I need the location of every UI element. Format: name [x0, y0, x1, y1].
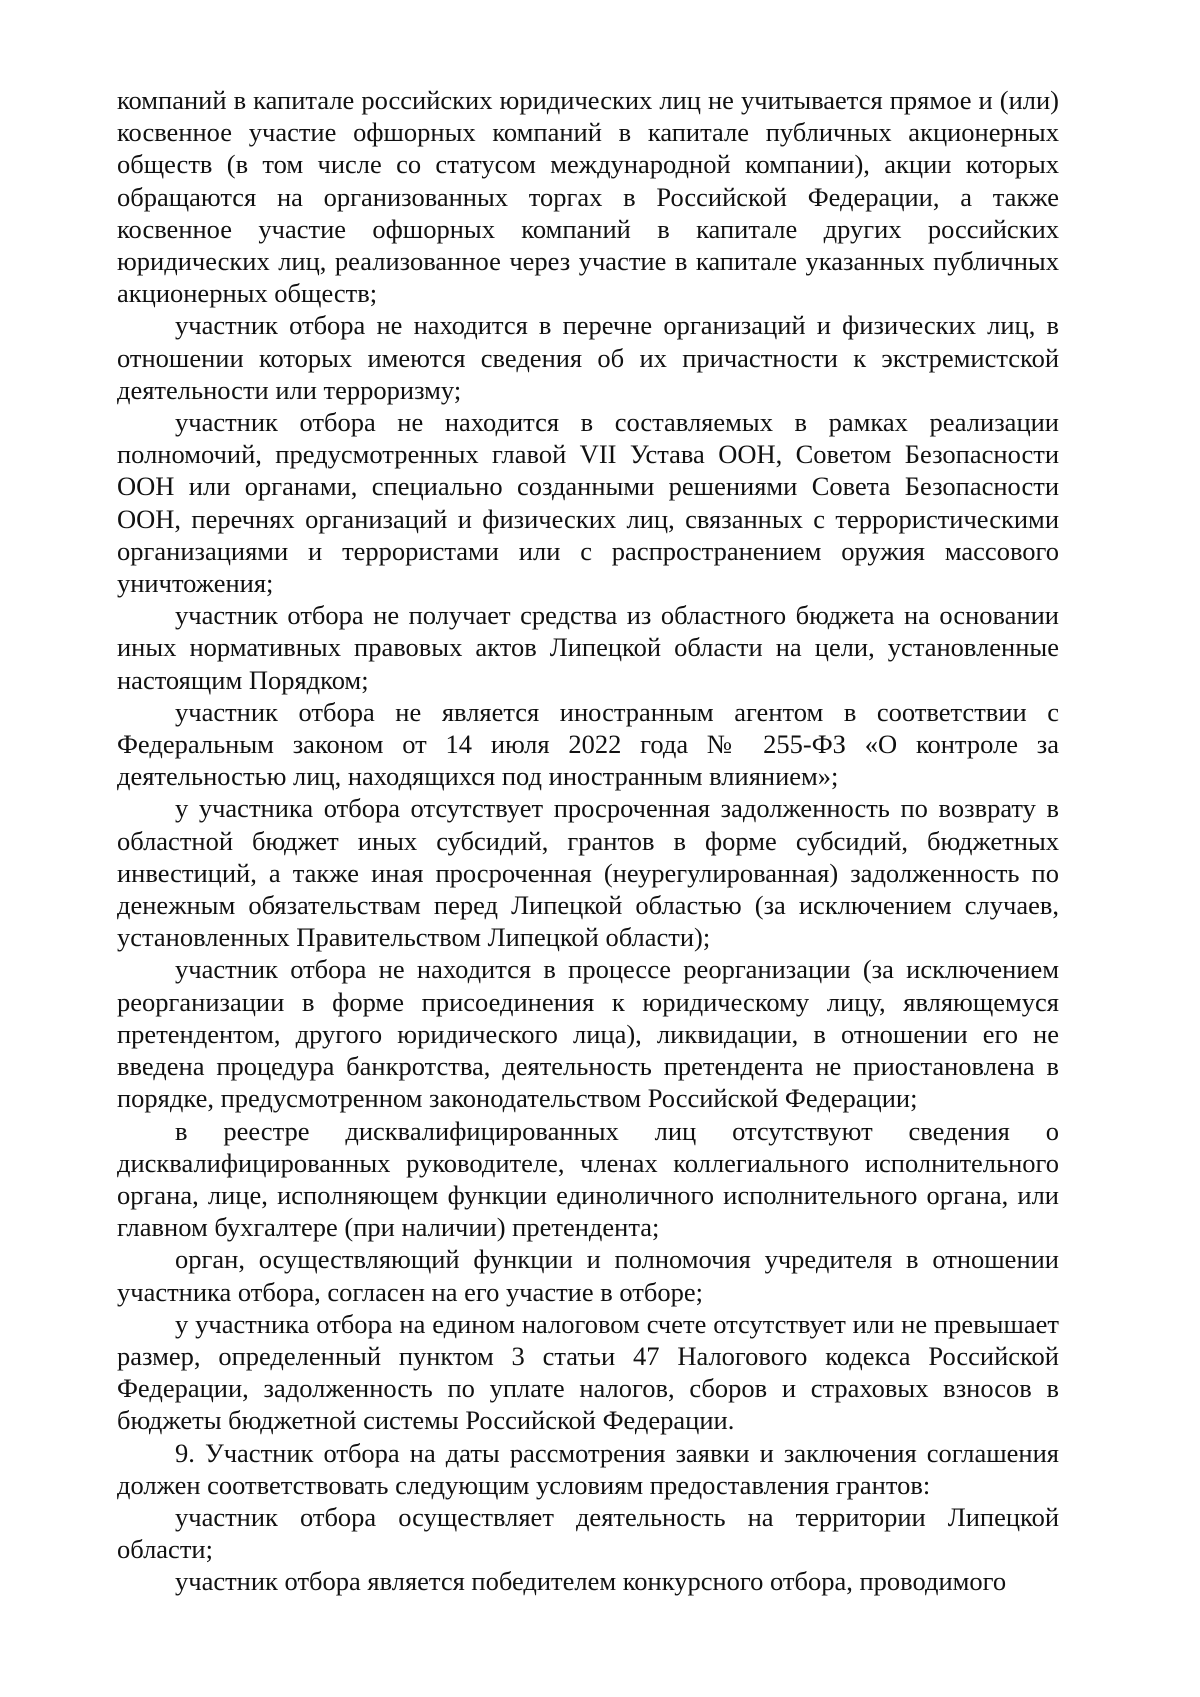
paragraph-regional-budget: участник отбора не получает средства из областного бюджета на основании иных нормативных правовых актов Липецкой области на цели, установленные настоящим Порядком; [117, 600, 1059, 695]
paragraph-overdue-debt: у участника отбора отсутствует просроченная задолженность по возврату в областной бюджет иных субсидий, грантов в форме субсидий, бюджетных инвестиций, а также иная просроченная (неурегулированная) задолженность по денежным обязательствам перед Липецкой областью (за исключением случаев, установленных Правительством Липецкой области); [117, 793, 1059, 953]
paragraph-foreign-agent: участник отбора не является иностранным агентом в соответствии с Федеральным законом от 14 июля 2022 года № 255-ФЗ «О контроле за деятельностью лиц, находящихся под иностранным влиянием»; [117, 696, 1059, 792]
paragraph-disqualified-registry: в реестре дисквалифицированных лиц отсутствуют сведения о дисквалифицированных руководителе, членах коллегиального исполнительного органа, лице, исполняющем функции единоличного исполнительного органа, или главном бухгалтере (при наличии) претендента; [117, 1115, 1059, 1243]
paragraph-founder-consent: орган, осуществляющий функции и полномочия учредителя в отношении участника отбора, согласен на его участие в отборе; [117, 1244, 1059, 1307]
paragraph-section-9: 9. Участник отбора на даты рассмотрения заявки и заключения соглашения должен соответствовать следующим условиям предоставления грантов: [117, 1437, 1059, 1500]
paragraph-continuation: компаний в капитале российских юридических лиц не учитывается прямое и (или) косвенное участие офшорных компаний в капитале публичных акционерных обществ (в том числе со статусом международной компании), акции которых обращаются на организованных торгах в Российской Федерации, а также косвенное участие офшорных компаний в капитале других российских юридических лиц, реализованное через участие в капитале указанных публичных акционерных обществ; [117, 85, 1059, 309]
paragraph-tax-account: у участника отбора на едином налоговом счете отсутствует или не превышает размер, определенный пунктом 3 статьи 47 Налогового кодекса Российской Федерации, задолженность по уплате налогов, сборов и страховых взносов в бюджеты бюджетной системы Российской Федерации. [117, 1308, 1059, 1436]
paragraph-extremism-list: участник отбора не находится в перечне организаций и физических лиц, в отношении которых имеются сведения об их причастности к экстремистской деятельности или терроризму; [117, 310, 1059, 405]
document-body [117, 84, 1059, 1598]
paragraph-contest-winner: участник отбора является победителем конкурсного отбора, проводимого [175, 1566, 1007, 1597]
paragraph-un-security-council: участник отбора не находится в составляемых в рамках реализации полномочий, предусмотренных главой VII Устава ООН, Советом Безопасности ООН или органами, специально созданными решениями Совета Безопасности ООН, перечнях организаций и физических лиц, связанных с террористическими организациями и террористами или с распространением оружия массового уничтожения; [117, 407, 1059, 599]
paragraph-reorganization: участник отбора не находится в процессе реорганизации (за исключением реорганизации в форме присоединения к юридическому лицу, являющемуся претендентом, другого юридического лица), ликвидации, в отношении его не введена процедура банкротства, деятельность претендента не приостановлена в порядке, предусмотренном законодательством Российской Федерации; [117, 954, 1059, 1114]
paragraph-lipetsk-territory: участник отбора осуществляет деятельность на территории Липецкой области; [117, 1501, 1059, 1565]
